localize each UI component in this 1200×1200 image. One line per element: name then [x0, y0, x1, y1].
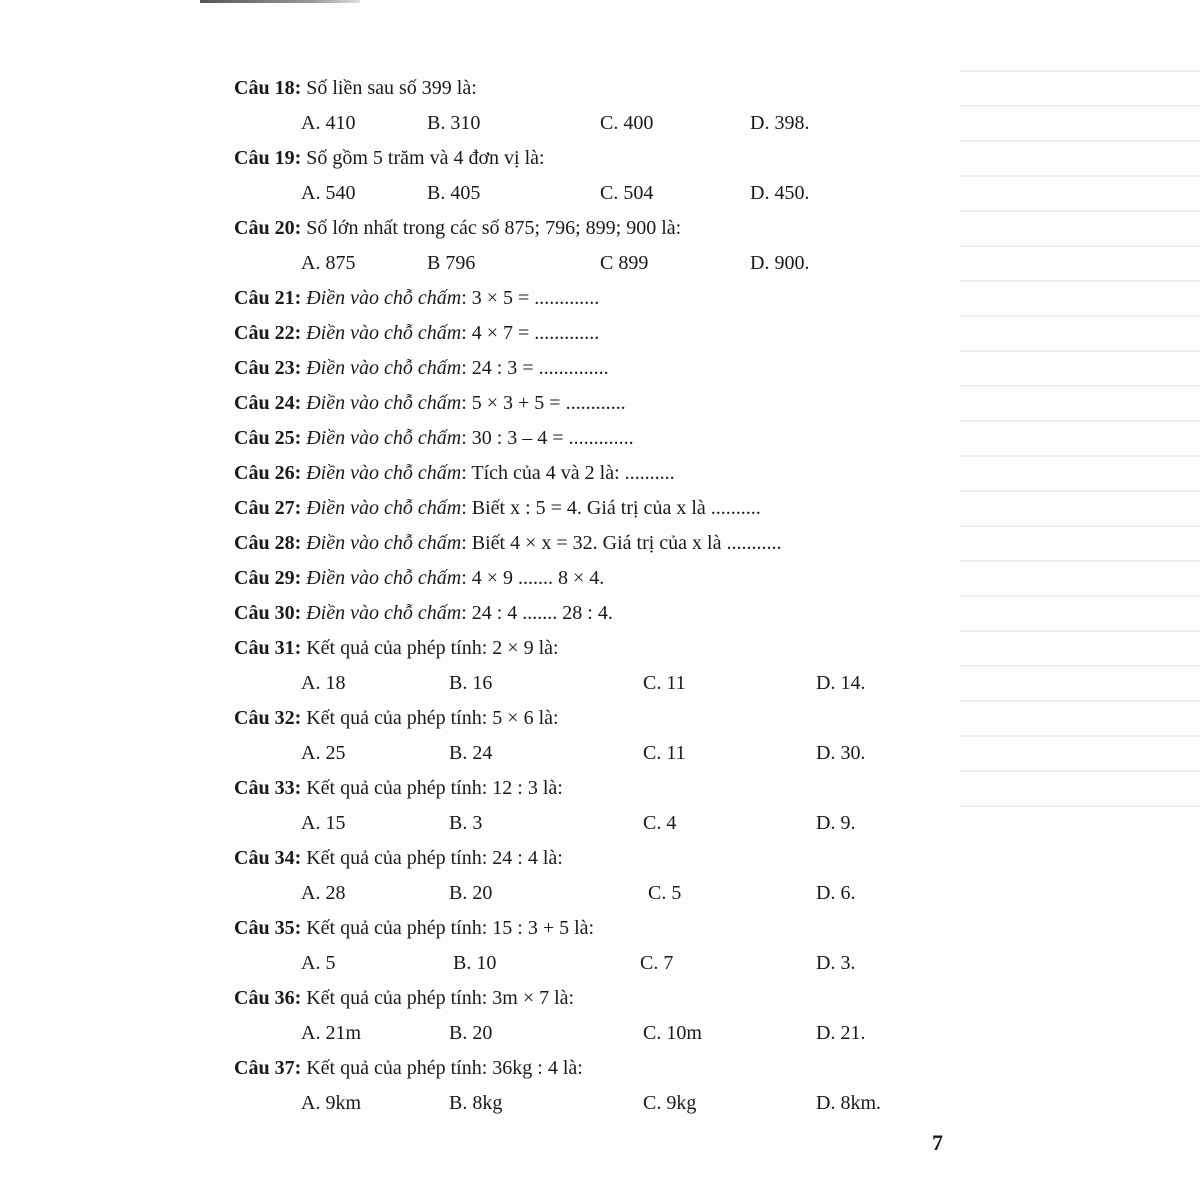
question-text: : 24 : 3 = ..............	[461, 357, 609, 379]
answer-option: C. 10m	[643, 1022, 702, 1044]
question-label: Câu 19:	[234, 147, 302, 169]
answer-option: B. 24	[449, 742, 493, 764]
question-label: Câu 23:	[234, 357, 302, 379]
question-21	[234, 286, 599, 310]
answer-option: B. 10	[453, 952, 497, 974]
question-label: Câu 31:	[234, 637, 302, 659]
answer-options	[0, 1021, 1200, 1047]
answer-option: A. 21m	[301, 1022, 361, 1044]
answer-options	[0, 951, 1200, 977]
answer-option: D. 6.	[816, 882, 856, 904]
question-text: : Biết x : 5 = 4. Giá trị của x là ..........	[461, 497, 761, 519]
question-label: Câu 32:	[234, 707, 302, 729]
answer-options	[0, 111, 1200, 137]
answer-option: A. 410	[301, 112, 356, 134]
answer-option: A. 28	[301, 882, 346, 904]
answer-option: D. 8km.	[816, 1092, 881, 1114]
question-text: : 4 × 7 = .............	[461, 322, 600, 344]
question-label: Câu 22:	[234, 322, 302, 344]
question-29	[234, 566, 604, 590]
answer-option: A. 540	[301, 182, 356, 204]
question-27	[234, 496, 761, 520]
question-label: Câu 25:	[234, 427, 302, 449]
question-label: Câu 30:	[234, 602, 302, 624]
question-label: Câu 35:	[234, 917, 302, 939]
question-text: Kết quả của phép tính: 15 : 3 + 5 là:	[301, 917, 595, 939]
answer-option: C. 5	[648, 882, 682, 904]
answer-option: C 899	[600, 252, 649, 274]
answer-option: B. 405	[427, 182, 481, 204]
question-36	[234, 986, 574, 1010]
question-24	[234, 391, 626, 415]
question-22	[234, 321, 599, 345]
question-31	[234, 636, 559, 660]
question-text: Kết quả của phép tính: 2 × 9 là:	[301, 637, 559, 659]
question-37	[234, 1056, 583, 1080]
answer-options	[0, 671, 1200, 697]
question-28	[234, 531, 781, 555]
answer-option: A. 9km	[301, 1092, 361, 1114]
question-text: Kết quả của phép tính: 24 : 4 là:	[301, 847, 563, 869]
answer-option: C. 400	[600, 112, 654, 134]
answer-options	[0, 811, 1200, 837]
question-instruction: Điền vào chỗ chấm	[301, 427, 462, 449]
answer-options	[0, 181, 1200, 207]
question-label: Câu 37:	[234, 1057, 302, 1079]
question-text: : 5 × 3 + 5 = ............	[461, 392, 626, 414]
question-instruction: Điền vào chỗ chấm	[301, 357, 462, 379]
question-23	[234, 356, 609, 380]
answer-option: D. 14.	[816, 672, 866, 694]
answer-option: D. 21.	[816, 1022, 866, 1044]
answer-option: D. 900.	[750, 252, 810, 274]
answer-option: B. 20	[449, 1022, 493, 1044]
question-label: Câu 28:	[234, 532, 302, 554]
question-instruction: Điền vào chỗ chấm	[301, 532, 462, 554]
question-32	[234, 706, 559, 730]
question-label: Câu 27:	[234, 497, 302, 519]
answer-options	[0, 251, 1200, 277]
question-label: Câu 33:	[234, 777, 302, 799]
answer-options	[0, 881, 1200, 907]
page-number: 7	[932, 1130, 943, 1155]
question-25	[234, 426, 634, 450]
answer-option: D. 3.	[816, 952, 856, 974]
question-text: : Biết 4 × x = 32. Giá trị của x là ...........	[461, 532, 782, 554]
answer-options	[0, 1091, 1200, 1117]
answer-option: D. 9.	[816, 812, 856, 834]
answer-option: B. 16	[449, 672, 493, 694]
question-text: Kết quả của phép tính: 5 × 6 là:	[301, 707, 559, 729]
answer-option: C. 504	[600, 182, 654, 204]
top-edge-rule	[200, 0, 360, 3]
question-26	[234, 461, 675, 485]
answer-option: A. 875	[301, 252, 356, 274]
question-text: : 4 × 9 ....... 8 × 4.	[461, 567, 605, 589]
answer-option: C. 11	[643, 672, 686, 694]
question-text: : 24 : 4 ....... 28 : 4.	[461, 602, 613, 624]
question-label: Câu 34:	[234, 847, 302, 869]
question-30	[234, 601, 613, 625]
answer-option: C. 4	[643, 812, 677, 834]
answer-option: C. 11	[643, 742, 686, 764]
question-35	[234, 916, 594, 940]
answer-option: A. 15	[301, 812, 346, 834]
question-18	[234, 76, 477, 100]
question-label: Câu 29:	[234, 567, 302, 589]
answer-option: B. 3	[449, 812, 483, 834]
answer-option: C. 9kg	[643, 1092, 697, 1114]
question-19	[234, 146, 545, 170]
question-instruction: Điền vào chỗ chấm	[301, 497, 462, 519]
answer-option: B. 310	[427, 112, 481, 134]
question-instruction: Điền vào chỗ chấm	[301, 287, 462, 309]
question-instruction: Điền vào chỗ chấm	[301, 462, 462, 484]
question-text: Kết quả của phép tính: 12 : 3 là:	[301, 777, 563, 799]
answer-option: B. 8kg	[449, 1092, 503, 1114]
question-label: Câu 26:	[234, 462, 302, 484]
answer-option: A. 25	[301, 742, 346, 764]
question-34	[234, 846, 563, 870]
question-label: Câu 21:	[234, 287, 302, 309]
question-instruction: Điền vào chỗ chấm	[301, 567, 462, 589]
question-label: Câu 18:	[234, 77, 302, 99]
question-text: : 3 × 5 = .............	[461, 287, 600, 309]
question-label: Câu 36:	[234, 987, 302, 1009]
answer-option: D. 450.	[750, 182, 810, 204]
question-text: Số liền sau số 399 là:	[301, 77, 477, 99]
question-20	[234, 216, 681, 240]
answer-option: B 796	[427, 252, 476, 274]
answer-option: A. 18	[301, 672, 346, 694]
answer-option: C. 7	[640, 952, 674, 974]
question-text: Số gồm 5 trăm và 4 đơn vị là:	[301, 147, 545, 169]
question-label: Câu 24:	[234, 392, 302, 414]
question-text: Kết quả của phép tính: 3m × 7 là:	[301, 987, 575, 1009]
answer-options	[0, 741, 1200, 767]
question-instruction: Điền vào chỗ chấm	[301, 392, 462, 414]
question-instruction: Điền vào chỗ chấm	[301, 322, 462, 344]
answer-option: A. 5	[301, 952, 336, 974]
question-text: Số lớn nhất trong các số 875; 796; 899; 900 là:	[301, 217, 682, 239]
answer-option: B. 20	[449, 882, 493, 904]
question-text: : 30 : 3 – 4 = .............	[461, 427, 634, 449]
answer-option: D. 398.	[750, 112, 810, 134]
answer-option: D. 30.	[816, 742, 866, 764]
question-33	[234, 776, 563, 800]
question-text: : Tích của 4 và 2 là: ..........	[461, 462, 675, 484]
question-label: Câu 20:	[234, 217, 302, 239]
question-instruction: Điền vào chỗ chấm	[301, 602, 462, 624]
question-text: Kết quả của phép tính: 36kg : 4 là:	[301, 1057, 583, 1079]
